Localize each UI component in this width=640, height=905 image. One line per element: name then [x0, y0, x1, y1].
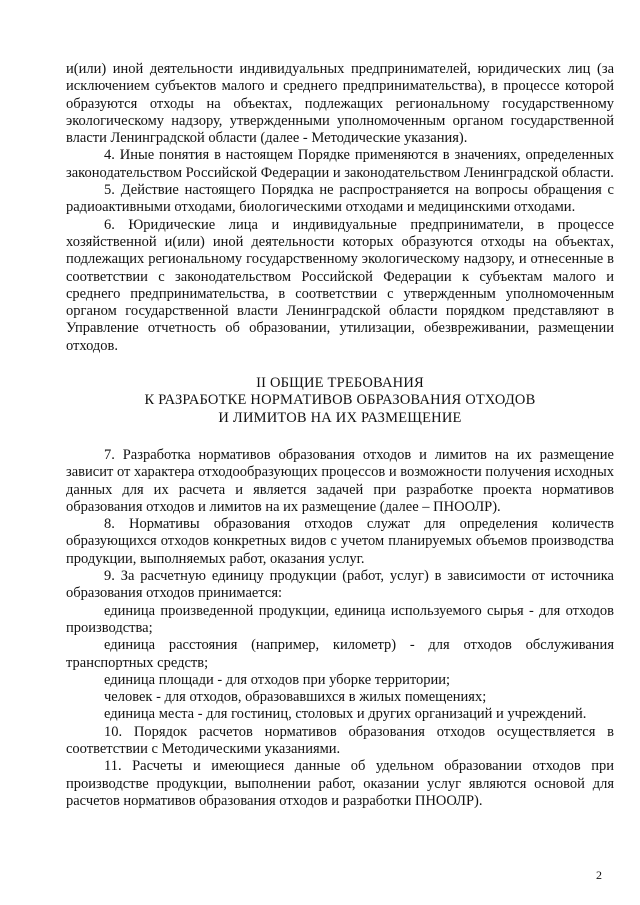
paragraph-10: 10. Порядок расчетов нормативов образования отходов осуществляется в соответствии с Методическими указаниями.: [66, 723, 614, 757]
list-item-residential-waste: человек - для отходов, образовавшихся в жилых помещениях;: [104, 689, 487, 706]
paragraph-4: 4. Иные понятия в настоящем Порядке применяются в значениях, определенных законодательством Российской Федерации и законодательством Ленинградской области.: [66, 147, 614, 181]
paragraph-5: 5. Действие настоящего Порядка не распространяется на вопросы обращения с радиоактивными отходами, биологическими отходами и медицинскими отходами.: [66, 182, 614, 216]
list-item-territory-waste: единица площади - для отходов при уборке территории;: [104, 671, 451, 688]
list-item-production-waste: единица произведенной продукции, единица используемого сырья - для отходов производства;: [66, 602, 614, 636]
paragraph-8: 8. Нормативы образования отходов служат для определения количеств образующихся отходов конкретных видов с учетом планируемых объемов производства продукции, выполняемых работ, оказания услуг.: [66, 516, 614, 567]
list-item-hospitality-waste: единица места - для гостиниц, столовых и других организаций и учреждений.: [104, 706, 587, 723]
paragraph-continuation: и(или) иной деятельности индивидуальных предпринимателей, юридических лиц (за исключением субъектов малого и среднего предпринимательства), в процессе которой образуются отходы на объектах, подлежащих региональному государственному экологическому надзору, утвержденными уполномоченным органом государственной власти Ленинградской области (далее - Методические указания).: [66, 61, 614, 147]
section-heading-line-1: II ОБЩИЕ ТРЕБОВАНИЯ: [256, 375, 424, 392]
section-heading-line-2: К РАЗРАБОТКЕ НОРМАТИВОВ ОБРАЗОВАНИЯ ОТХОДОВ: [144, 392, 536, 409]
paragraph-9: 9. За расчетную единицу продукции (работ, услуг) в зависимости от источника образования отходов принимается:: [66, 568, 614, 602]
paragraph-6: 6. Юридические лица и индивидуальные предприниматели, в процессе хозяйственной и(или) иной деятельности которых образуются отходы на объектах, подлежащих региональному государственному экологическому надзору, и отнесенные в соответствии с законодательством Российской Федерации к субъектам малого и среднего предпринимательства, в соответствии с утвержденным уполномоченным органом государственной власти Ленинградской области порядком представляют в Управление отчетность об образовании, утилизации, обезвреживании, размещении отходов.: [66, 216, 614, 354]
section-heading-line-3: И ЛИМИТОВ НА ИХ РАЗМЕЩЕНИЕ: [218, 409, 462, 426]
paragraph-7: 7. Разработка нормативов образования отходов и лимитов на их размещение зависит от характера отходообразующих процессов и возможности получения исходных данных для их расчета и является задачей при разработке проекта нормативов образования отходов и лимитов на их размещение (далее – ПНООЛР).: [66, 446, 614, 515]
document-body: [66, 61, 614, 810]
section-heading: [66, 375, 614, 427]
list-item-transport-waste: единица расстояния (например, километр) - для отходов обслуживания транспортных средств;: [66, 637, 614, 671]
paragraph-11: 11. Расчеты и имеющиеся данные об удельном образовании отходов при производстве продукции, выполнении работ, оказании услуг являются основой для расчетов нормативов образования отходов и разработки ПНООЛР).: [66, 758, 614, 809]
page-number: 2: [596, 868, 602, 882]
